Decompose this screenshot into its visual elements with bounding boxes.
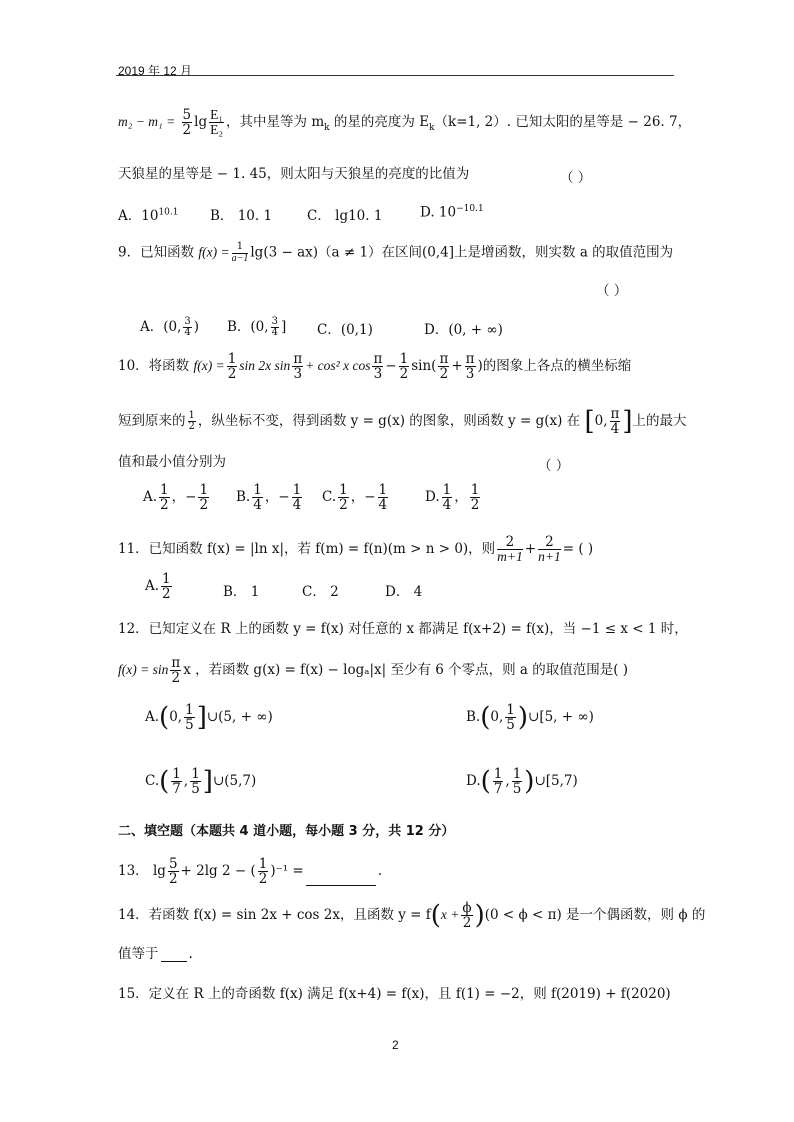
q8-option-c: C． lg10. 1	[307, 208, 383, 224]
q8-formula-line	[118, 108, 691, 137]
q10-stem-line1: 10．将函数 f(x) = $\frac{1}{2}$ sin 2x sin $\frac{\pi}{3}$ + cos² x cos $\frac{\pi}{3}$ − $\frac{1}{2}$ sin( $\frac{\pi}{2}$ + $\frac{\pi}{3}$ )的图象上各点的横坐标缩	[118, 351, 632, 383]
q9-option-b: B．(0, $\frac{3}{4}$ ]	[227, 315, 287, 338]
q9-answer-paren: （ ）	[596, 283, 628, 299]
q9-stem: 9．已知函数 f(x) = $\frac{1}{a-1}$ lg(3 − ax)（a ≠ 1）在区间(0,4]上是增函数，则实数 a 的取值范围为	[118, 241, 674, 264]
q11-option-b: B． 1	[223, 584, 260, 600]
header-rule	[116, 75, 674, 76]
q14-stem-line1: 14．若函数 f(x) = sin 2x + cos 2x，且函数 y = f(x + $\frac{\phi}{2}$ )(0 < ϕ < π) 是一个偶函数，则 ϕ 的	[118, 900, 706, 932]
q14-stem-line2: 值等于 .	[118, 946, 193, 962]
q9-option-d: D．(0, + ∞)	[424, 322, 503, 338]
q8-answer-paren: （ ）	[560, 170, 592, 186]
q10-stem-line2: 短到原来的 $\frac{1}{2}$ ，纵坐标不变，得到函数 y = g(x) 的图象，则函数 y = g(x) 在 [0, $\frac{\pi}{4}$ ]上的最大	[118, 406, 687, 438]
q10-option-d: D. $\frac{1}{4}$ ， $\frac{1}{2}$	[425, 482, 480, 514]
q15-stem: 15．定义在 R 上的奇函数 f(x) 满足 f(x+4) = f(x)，且 f(1) = −2，则 f(2019) + f(2020)	[118, 986, 671, 1002]
header-date: 2019 年 12 月	[118, 64, 193, 78]
q14-answer-blank[interactable]	[161, 949, 187, 962]
q13-answer-blank[interactable]	[306, 873, 376, 886]
q10-answer-paren: （ ）	[538, 458, 570, 474]
q9-option-c: C．(0,1)	[317, 322, 373, 338]
q12-stem-line2: f(x) = sin $\frac{\pi}{2}$ x ，若函数 g(x) = f(x) − logₐ|x| 至少有 6 个零点，则 a 的取值范围是( )	[118, 655, 629, 687]
q11-stem: 11．已知函数 f(x) = |ln x|，若 f(m) = f(n)(m > n > 0)，则 $\frac{2}{m+1}$ + $\frac{2}{n+1}$ = ( )	[118, 534, 594, 565]
q8-option-a: A．$10^{10.1}$	[118, 207, 179, 224]
q8-lg: lg	[194, 114, 208, 131]
q12-option-a: A.(0, $\frac{1}{5}$ ]∪(5, + ∞)	[145, 702, 273, 734]
q12-option-d: D.( $\frac{1}{7}$ , $\frac{1}{5}$ )∪[5,7)	[466, 766, 578, 798]
q8-frac-e: $\frac{\text{E₁}}{\text{E₂}}$	[210, 107, 224, 138]
q8-formula-lhs: m₂ − m₁ =	[118, 114, 176, 130]
q8-sub-k-2: k	[429, 122, 435, 133]
q10-option-b: B. $\frac{1}{4}$ ，− $\frac{1}{4}$	[236, 482, 302, 514]
q8-sub-k: k	[324, 122, 330, 133]
page-number: 2	[392, 1038, 399, 1052]
q12-option-b: B.(0, $\frac{1}{5}$ )∪[5, + ∞)	[466, 702, 594, 734]
q8-frac-5-2: $\frac{5}{2}$	[182, 107, 192, 139]
q9-frac: $\frac{1}{a-1}$	[231, 241, 249, 264]
q12-option-c: C.( $\frac{1}{7}$ , $\frac{1}{5}$ ]∪(5,7)	[145, 766, 257, 798]
q11-option-c: C． 2	[302, 584, 339, 600]
q12-stem-line1: 12．已知定义在 R 上的函数 y = f(x) 对任意的 x 都满足 f(x+2) = f(x)，当 −1 ≤ x < 1 时，	[118, 621, 688, 637]
q8-text2: 的星的亮度为 E	[329, 114, 430, 131]
q8-line2: 天狼星的星等是 − 1. 45，则太阳与天狼星的亮度的比值为	[118, 166, 470, 182]
q9-option-a: A．(0, $\frac{3}{4}$ )	[140, 315, 200, 338]
q10-option-c: C. $\frac{1}{2}$ ，− $\frac{1}{4}$	[322, 482, 388, 514]
q10-option-a: A. $\frac{1}{2}$ ，− $\frac{1}{2}$	[143, 482, 209, 514]
q8-option-d: D. $10^{-10.1}$	[420, 204, 484, 221]
q13-stem: 13． lg $\frac{5}{2}$ + 2lg 2 − ( $\frac{1}{2}$ )⁻¹ = .	[118, 856, 383, 888]
q8-option-b: B． 10. 1	[210, 208, 273, 224]
q8-text3: （k=1, 2）. 已知太阳的星等是 − 26. 7，	[434, 114, 692, 131]
q11-option-d: D． 4	[385, 584, 423, 600]
section-fill-in-title: 二、填空题（本题共 4 道小题，每小题 3 分，共 12 分）	[118, 824, 455, 839]
q11-option-a: A. $\frac{1}{2}$	[145, 571, 171, 603]
q10-stem-line3: 值和最小值分别为	[118, 454, 226, 470]
q8-text1: ，其中星等为 m	[226, 114, 325, 131]
